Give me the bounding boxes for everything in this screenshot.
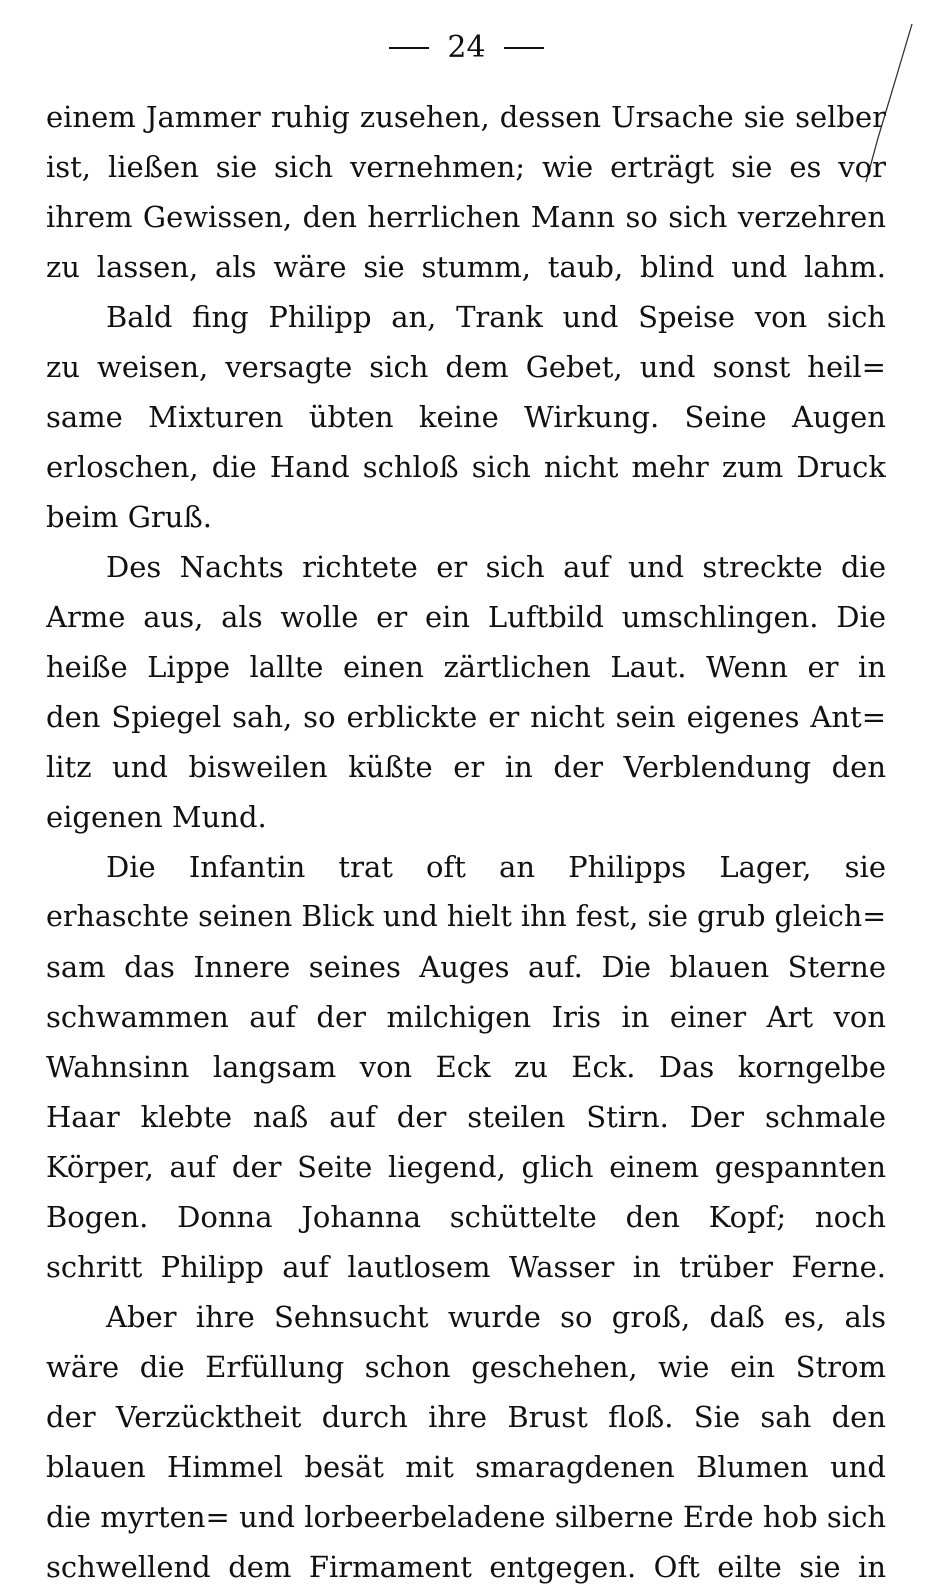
text-line: Die Infantin trat oft an Philipps Lager, sie <box>106 850 886 884</box>
text-line: Arme aus, als wolle er ein Luftbild umschlingen. Die <box>46 600 886 634</box>
text-line: einem Jammer ruhig zusehen, dessen Ursache sie selber <box>46 100 886 134</box>
text-line: heiße Lippe lallte einen zärtlichen Laut. Wenn er in <box>46 650 886 684</box>
text-line: Aber ihre Sehnsucht wurde so groß, daß es, als <box>106 1300 886 1334</box>
text-line: litz und bisweilen küßte er in der Verblendung den <box>46 750 886 784</box>
text-line: die myrten= und lorbeerbeladene silberne Erde hob sich <box>46 1500 886 1534</box>
body-text <box>46 92 886 1592</box>
page-header <box>0 28 933 68</box>
text-line: blauen Himmel besät mit smaragdenen Blumen und <box>46 1450 886 1484</box>
text-line: Bald fing Philipp an, Trank und Speise von sich <box>106 300 886 334</box>
text-line: ist, ließen sie sich vernehmen; wie erträgt sie es vor <box>46 150 886 184</box>
text-line: zu weisen, versagte sich dem Gebet, und sonst heil= <box>46 350 886 384</box>
text-line: Haar klebte naß auf der steilen Stirn. Der schmale <box>46 1100 886 1134</box>
text-line: Wahnsinn langsam von Eck zu Eck. Das korngelbe <box>46 1050 886 1084</box>
text-line: Bogen. Donna Johanna schüttelte den Kopf; noch <box>46 1200 886 1234</box>
text-line: beim Gruß. <box>46 500 213 534</box>
text-line: zu lassen, als wäre sie stumm, taub, blind und lahm. <box>46 250 886 284</box>
text-line: schritt Philipp auf lautlosem Wasser in trüber Ferne. <box>46 1250 886 1284</box>
text-line: erloschen, die Hand schloß sich nicht mehr zum Druck <box>46 450 886 484</box>
text-line: erhaschte seinen Blick und hielt ihn fest, sie grub gleich= <box>46 900 886 933</box>
text-line: schwellend dem Firmament entgegen. Oft eilte sie in <box>46 1550 886 1584</box>
page-number: 24 <box>447 30 486 65</box>
left-dash <box>389 47 429 49</box>
text-line: ihrem Gewissen, den herrlichen Mann so sich verzehren <box>46 200 886 234</box>
text-line: Körper, auf der Seite liegend, glich einem gespannten <box>46 1150 886 1184</box>
text-line: same Mixturen übten keine Wirkung. Seine Augen <box>46 400 886 434</box>
text-line: eigenen Mund. <box>46 800 267 834</box>
right-dash <box>504 47 544 49</box>
text-line: sam das Innere seines Auges auf. Die blauen Sterne <box>46 950 886 984</box>
text-line: Des Nachts richtete er sich auf und streckte die <box>106 550 886 584</box>
text-line: den Spiegel sah, so erblickte er nicht sein eigenes Ant= <box>46 700 886 734</box>
text-line: schwammen auf der milchigen Iris in einer Art von <box>46 1000 886 1034</box>
text-line: der Verzücktheit durch ihre Brust floß. Sie sah den <box>46 1400 886 1434</box>
text-line: wäre die Erfüllung schon geschehen, wie ein Strom <box>46 1350 886 1384</box>
